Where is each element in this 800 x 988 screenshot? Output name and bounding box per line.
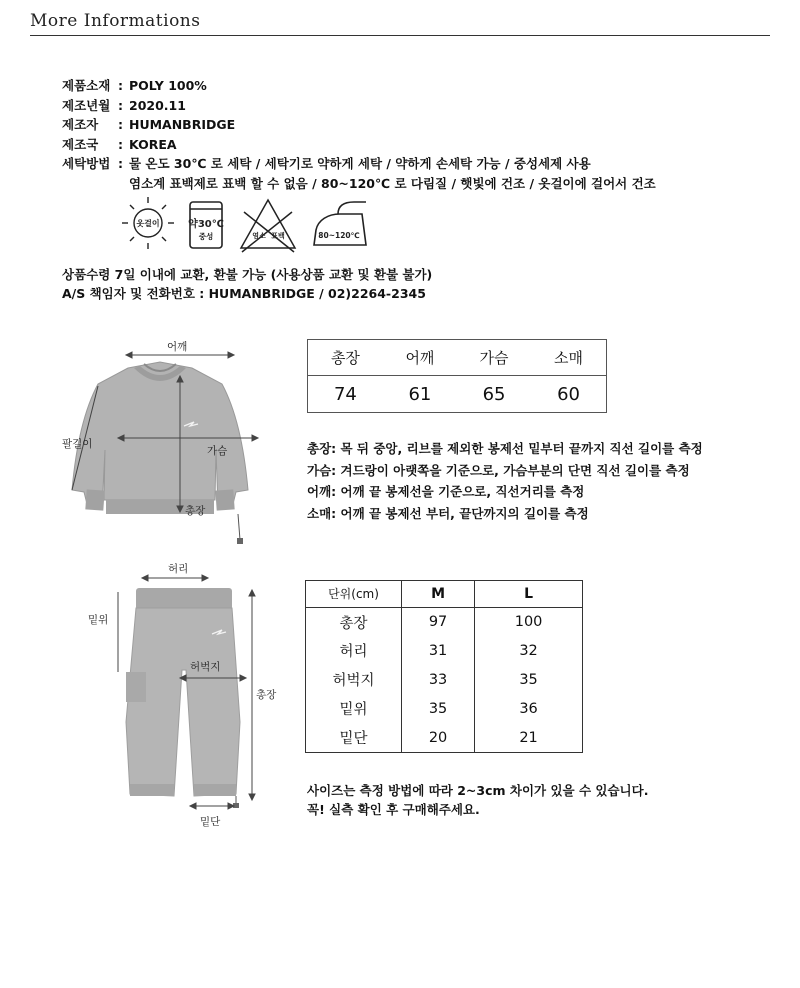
- row-name: 허리: [339, 644, 368, 661]
- value-m: 33: [402, 665, 475, 694]
- value-chest: 65: [482, 383, 506, 405]
- sleeve-length-label: 팔길이: [62, 438, 93, 450]
- note-line: 사이즈는 측정 방법에 따라 2~3cm 차이가 있을 수 있습니다.: [307, 783, 649, 798]
- table-row: [306, 607, 583, 636]
- info-row-material: 제품소재 : POLY 100%: [62, 76, 656, 96]
- rise-label: 밑위: [88, 614, 109, 626]
- row-name: 총장: [339, 615, 368, 632]
- product-info: [62, 76, 656, 193]
- info-row-country: 제조국 : KOREA: [62, 135, 656, 155]
- info-label: 제조년월: [62, 97, 111, 113]
- header-shoulder: 어깨: [405, 349, 435, 367]
- waist-label: 허리: [168, 563, 189, 575]
- info-value: HUMANBRIDGE: [129, 117, 236, 132]
- value-shoulder: 61: [408, 383, 432, 405]
- header-chest: 가슴: [479, 349, 509, 367]
- table-row: [306, 636, 583, 665]
- care-label: 옷걸이: [136, 219, 160, 228]
- info-value: 염소계 표백제로 표백 할 수 없음 / 80~120℃ 로 다림질 / 햇빛에 건조 / 옷걸이에 걸어서 건조: [129, 175, 656, 191]
- row-name: 허벅지: [332, 673, 375, 690]
- header-size-m: M: [402, 581, 475, 608]
- top-measure-descriptions: [307, 438, 703, 524]
- top-length-label: 총장: [185, 505, 206, 517]
- table-header-row: [308, 340, 607, 376]
- desc-shoulder: 어깨: 어깨 끝 봉제선을 기준으로, 직선거리를 측정: [307, 484, 585, 499]
- info-label: 세탁방법: [62, 156, 111, 171]
- care-label: 약30℃: [188, 219, 224, 230]
- size-note: [307, 781, 648, 819]
- exchange-policy: [62, 265, 432, 303]
- section-title: More Informations: [30, 11, 201, 31]
- row-name: 밑단: [339, 731, 368, 748]
- value-sleeve: 60: [557, 383, 580, 405]
- care-label: 중성: [198, 232, 214, 241]
- info-row-date: 제조년월 : 2020.11: [62, 96, 656, 116]
- header-sleeve: 소매: [554, 349, 584, 367]
- care-label: 80~120℃: [318, 231, 360, 240]
- info-value: KOREA: [129, 136, 177, 152]
- shoulder-label: 어깨: [167, 341, 188, 353]
- info-value: 물 온도 30℃ 로 세탁 / 세탁기로 약하게 세탁 / 약하게 손세탁 가능 / 중성세제 사용: [129, 156, 591, 171]
- section-header: [30, 8, 770, 36]
- table-row: [306, 694, 583, 723]
- value-length: 74: [333, 383, 357, 405]
- care-icons: [118, 192, 378, 254]
- table-header-row: [306, 581, 583, 608]
- as-contact-line: A/S 책임자 및 전화번호 : HUMANBRIDGE / 02)2264-2345: [62, 286, 426, 301]
- value-l: 35: [475, 665, 583, 694]
- chest-label: 가슴: [207, 445, 228, 457]
- desc-chest: 가슴: 겨드랑이 아랫쪽을 기준으로, 가슴부분의 단면 직선 길이를 측정: [307, 462, 690, 478]
- info-row-manufacturer: 제조자 : HUMANBRIDGE: [62, 115, 656, 135]
- value-m: 20: [402, 723, 475, 752]
- desc-sleeve: 소매: 어깨 끝 봉제선 부터, 끝단까지의 길이를 측정: [307, 505, 589, 521]
- value-l: 100: [475, 607, 583, 636]
- info-value: POLY 100%: [129, 78, 207, 93]
- pants-size-table: [305, 580, 583, 753]
- no-bleach-icon: [241, 200, 295, 252]
- table-value-row: [308, 376, 607, 413]
- pants-diagram: [108, 572, 260, 812]
- value-m: 35: [402, 694, 475, 723]
- info-value: 2020.11: [129, 97, 186, 113]
- value-l: 21: [475, 723, 583, 752]
- value-m: 97: [402, 607, 475, 636]
- table-row: [306, 723, 583, 752]
- top-size-table: [307, 339, 607, 413]
- hem-label: 밑단: [200, 816, 221, 828]
- header-length: 총장: [330, 349, 360, 367]
- header-unit: 단위(cm): [306, 581, 402, 608]
- value-l: 32: [475, 636, 583, 665]
- desc-length: 총장: 목 뒤 중앙, 리브를 제외한 봉제선 밑부터 끝까지 직선 길이를 측정: [307, 441, 703, 456]
- pants-length-label: 총장: [256, 689, 277, 701]
- pants-illustration: [126, 588, 240, 808]
- info-row-wash: 세탁방법 : 물 온도 30℃ 로 세탁 / 세탁기로 약하게 세탁 / 약하게 손세탁 가능 / 중성세제 사용: [62, 154, 656, 174]
- value-l: 36: [475, 694, 583, 723]
- note-line: 꼭! 실측 확인 후 구매해주세요.: [307, 802, 480, 817]
- policy-line: 상품수령 7일 이내에 교환, 환불 가능 (사용상품 교환 및 환불 불가): [62, 267, 433, 282]
- row-name: 밑위: [339, 702, 368, 719]
- value-m: 31: [402, 636, 475, 665]
- care-label: 염소: [252, 232, 266, 240]
- info-row-wash-continued: [62, 174, 656, 194]
- info-label: 제조국: [62, 136, 99, 152]
- info-label: 제품소재: [62, 78, 111, 93]
- info-label: 제조자: [62, 117, 99, 132]
- table-row: [306, 665, 583, 694]
- care-label: 표백: [271, 232, 285, 240]
- header-size-l: L: [475, 581, 583, 608]
- thigh-label: 허벅지: [190, 661, 221, 673]
